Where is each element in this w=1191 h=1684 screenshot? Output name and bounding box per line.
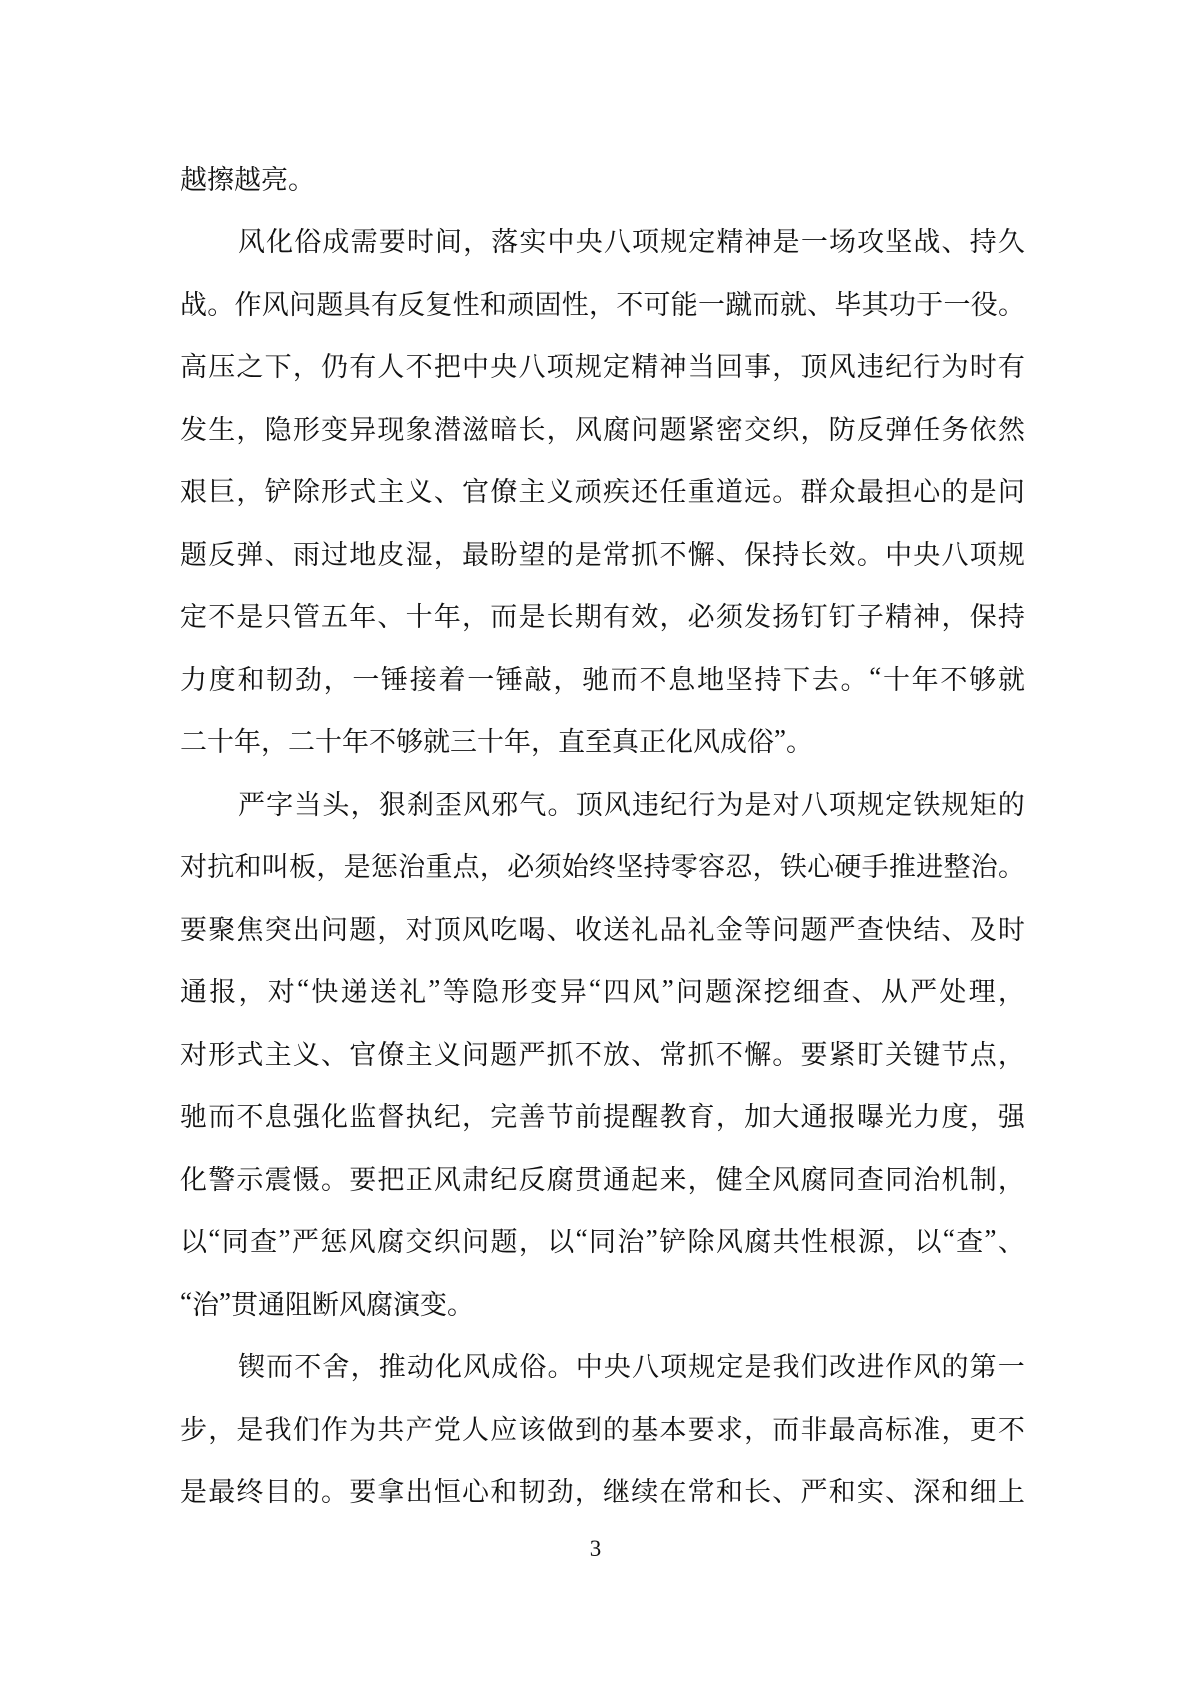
text-line: 风 化 俗 成 需 要 时 间 ， 落 实 中 央 八 项 规 定 精 神 是 一 场 攻 坚 战 、 持 久 [238,227,1025,258]
text-line: 对 形 式 主 义 、 官 僚 主 义 问 题 严 抓 不 放 、 常 抓 不 懈 。 要 紧 盯 关 键 节 点 ， [180,1039,1025,1070]
text-line: 越 擦 越 亮 。 [180,164,315,195]
text-line: 通 报 ， 对 “ 快 递 送 礼 ” 等 隐 形 变 异 “ 四 风 ” 问 题 深 挖 细 查 、 从 严 处 理 ， [180,974,1025,1008]
text-line: 发 生 ， 隐 形 变 异 现 象 潜 滋 暗 长 ， 风 腐 问 题 紧 密 交 织 ， 防 反 弹 任 务 依 然 [180,414,1025,445]
text-line: 对 抗 和 叫 板 ， 是 惩 治 重 点 ， 必 须 始 终 坚 持 零 容 忍 ， 铁 心 硬 手 推 进 整 治 。 [180,852,1025,883]
text-line: 严 字 当 头 ， 狠 刹 歪 风 邪 气 。 顶 风 违 纪 行 为 是 对 八 项 规 定 铁 规 矩 的 [238,789,1025,820]
text-line: “ 治 ” 贯 通 阻 断 风 腐 演 变 。 [180,1286,474,1320]
text-line: 题 反 弹 、 雨 过 地 皮 湿 ， 最 盼 望 的 是 常 抓 不 懈 、 保 持 长 效 。 中 央 八 项 规 [180,539,1025,570]
text-line: 要 聚 焦 突 出 问 题 ， 对 顶 风 吃 喝 、 收 送 礼 品 礼 金 等 问 题 严 查 快 结 、 及 时 [180,914,1025,945]
text-line: 以 “ 同 查 ” 严 惩 风 腐 交 织 问 题 ， 以 “ 同 治 ” 铲 除 风 腐 共 性 根 源 ， 以 “ 查 ” 、 [180,1224,1025,1258]
text-line: 战 。 作 风 问 题 具 有 反 复 性 和 顽 固 性 ， 不 可 能 一 蹴 而 就 、 毕 其 功 于 一 役 。 [180,289,1025,320]
text-line: 艰 巨 ， 铲 除 形 式 主 义 、 官 僚 主 义 顽 疾 还 任 重 道 远 。 群 众 最 担 心 的 是 问 [180,477,1025,508]
page-number: 3 [589,1536,602,1561]
text-body [180,146,1025,1521]
text-line: 锲 而 不 舍 ， 推 动 化 风 成 俗 。 中 央 八 项 规 定 是 我 们 改 进 作 风 的 第 一 [238,1352,1025,1383]
text-line: 力 度 和 韧 劲 ， 一 锤 接 着 一 锤 敲 ， 驰 而 不 息 地 坚 持 下 去 。 “ 十 年 不 够 就 [180,661,1025,695]
text-line: 是 最 终 目 的 。 要 拿 出 恒 心 和 韧 劲 ， 继 续 在 常 和 长 、 严 和 实 、 深 和 细 上 [180,1477,1025,1508]
text-line: 定 不 是 只 管 五 年 、 十 年 ， 而 是 长 期 有 效 ， 必 须 发 扬 钉 钉 子 精 神 ， 保 持 [180,602,1025,633]
text-line: 二 十 年 ， 二 十 年 不 够 就 三 十 年 ， 直 至 真 正 化 风 成 俗 ” 。 [180,724,813,758]
text-line: 化 警 示 震 慑 。 要 把 正 风 肃 纪 反 腐 贯 通 起 来 ， 健 全 风 腐 同 查 同 治 机 制 ， [180,1164,1025,1195]
text-line: 高 压 之 下 ， 仍 有 人 不 把 中 央 八 项 规 定 精 神 当 回 事 ， 顶 风 违 纪 行 为 时 有 [180,352,1025,383]
text-line: 步 ， 是 我 们 作 为 共 产 党 人 应 该 做 到 的 基 本 要 求 ， 而 非 最 高 标 准 ， 更 不 [180,1414,1025,1445]
text-line: 驰 而 不 息 强 化 监 督 执 纪 ， 完 善 节 前 提 醒 教 育 ， 加 大 通 报 曝 光 力 度 ， 强 [180,1102,1025,1133]
